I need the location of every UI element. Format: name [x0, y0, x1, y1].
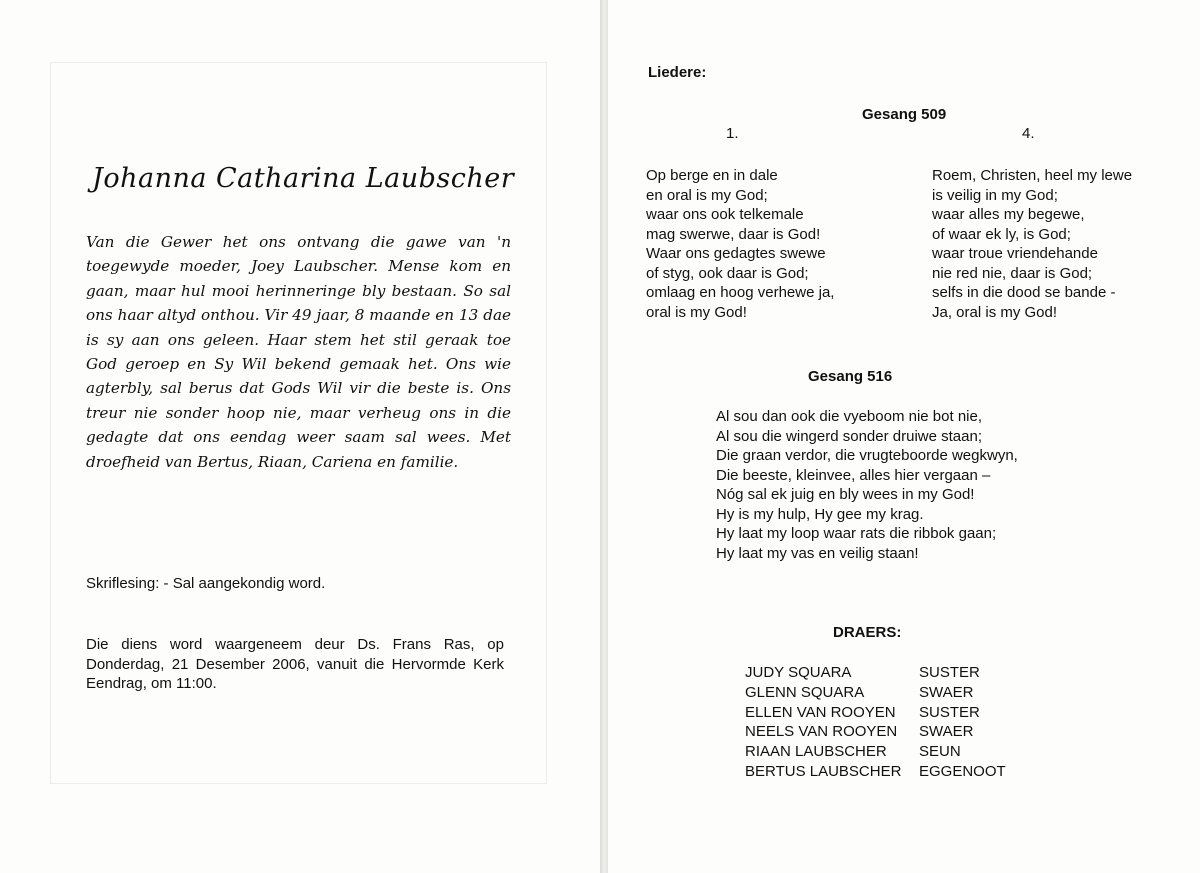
bearer-name: JUDY SQUARA	[745, 664, 852, 681]
verse-line: is veilig in my God;	[932, 186, 1058, 204]
verse-4-number: 4.	[1022, 125, 1035, 142]
verse-line: omlaag en hoog verhewe ja,	[646, 284, 835, 301]
verse-line: waar ons ook telkemale	[646, 206, 804, 223]
bearer-relation: SEUN	[919, 743, 961, 761]
verse-line: Al sou die wingerd sonder druiwe staan;	[716, 427, 982, 445]
verse-line: Roem, Christen, heel my lewe	[932, 167, 1133, 184]
verse-line: Hy is my hulp, Hy gee my krag.	[716, 505, 924, 523]
verse-line: Ja, oral is my God!	[932, 303, 1058, 321]
bearer-relation: EGGENOOT	[919, 762, 1006, 780]
hymns-label: Liedere:	[648, 64, 707, 81]
hymn-516-title: Gesang 516	[808, 368, 893, 385]
bearers-label: DRAERS:	[833, 624, 902, 641]
verse-line: Al sou dan ook die vyeboom nie bot nie,	[716, 408, 983, 425]
verse-1-number: 1.	[726, 125, 739, 142]
bearer-row	[745, 683, 1006, 703]
verse-line: waar alles my begewe,	[932, 206, 1085, 223]
bearer-row	[745, 742, 1006, 762]
verse-line: selfs in die dood se bande -	[932, 284, 1116, 301]
verse-line: Op berge en in dale	[646, 167, 778, 184]
verse-line: of waar ek ly, is God;	[932, 225, 1071, 243]
verse-line: waar troue vriendehande	[932, 245, 1098, 262]
tribute-text: Van die Gewer het ons ontvang die gawe van 'n toegewyde moeder, Joey Laubscher. Mense kom en gaan, maar hul mooi herinneringe bly bestaan. So sal ons haar altyd onthou. Vir 49 jaar, 8 maande en 13 dae is sy aan ons geleen. Haar stem het stil geraak toe God geroep en Sy Wil bekend gemaak het. Ons wie agterbly, sal berus dat Gods Wil vir die beste is. Ons treur nie sonder hoop nie, maar verheug ons in die gedagte dat ons eendag weer saam sal wees. Met droefheid van Bertus, Riaan, Cariena en familie.	[86, 233, 511, 471]
hymn-509-verse-1	[646, 166, 834, 322]
bearer-name: BERTUS LAUBSCHER	[745, 762, 902, 780]
verse-line: Hy laat my loop waar rats die ribbok gaan;	[716, 525, 997, 542]
hymn-509-verse-4	[932, 166, 1132, 322]
bearers-list	[745, 663, 1006, 782]
verse-line: of styg, ook daar is God;	[646, 264, 809, 282]
deceased-name: Johanna Catharina Laubscher	[92, 163, 515, 194]
verse-line: oral is my God!	[646, 303, 747, 321]
hymn-516-verse	[716, 407, 1018, 563]
bearer-relation: SUSTER	[919, 664, 980, 681]
bearer-row	[745, 722, 1006, 742]
verse-line: Die beeste, kleinvee, alles hier vergaan –	[716, 466, 991, 484]
bearer-relation: SUSTER	[919, 703, 980, 721]
bearer-name: NEELS VAN ROOYEN	[745, 723, 898, 741]
bearer-row	[745, 762, 1006, 782]
bearer-name: GLENN SQUARA	[745, 683, 865, 701]
hymn-509-title: Gesang 509	[862, 106, 947, 123]
verse-line: Die graan verdor, die vrugteboorde wegkwyn,	[716, 447, 1018, 464]
page-fold	[600, 0, 608, 873]
bearer-relation: SWAER	[919, 723, 974, 741]
verse-line: Hy laat my vas en veilig staan!	[716, 544, 919, 562]
bearer-name: ELLEN VAN ROOYEN	[745, 703, 896, 721]
verse-line: en oral is my God;	[646, 186, 768, 204]
scripture-reading: Skriflesing: - Sal aangekondig word.	[86, 575, 326, 592]
bearer-relation: SWAER	[919, 683, 974, 701]
verse-line: nie red nie, daar is God;	[932, 264, 1093, 282]
bearer-name: RIAAN LAUBSCHER	[745, 743, 887, 761]
service-details: Die diens word waargeneem deur Ds. Frans Ras, op Donderdag, 21 Desember 2006, vanuit die Hervormde Kerk Eendrag, om 11:00.	[86, 636, 504, 692]
verse-line: mag swerwe, daar is God!	[646, 225, 821, 243]
verse-line: Waar ons gedagtes swewe	[646, 245, 826, 262]
verse-line: Nóg sal ek juig en bly wees in my God!	[716, 486, 975, 503]
bearer-row	[745, 663, 1006, 683]
bearer-row	[745, 703, 1006, 723]
